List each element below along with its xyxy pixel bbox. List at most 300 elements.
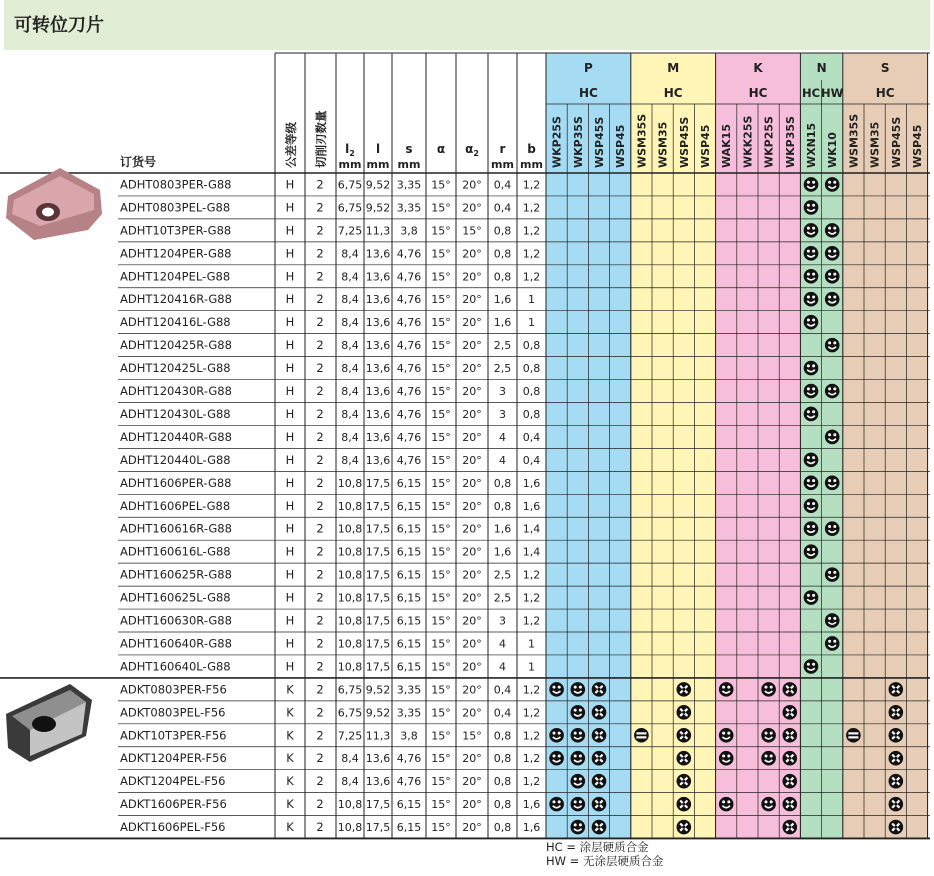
param-21-4: 20°: [462, 660, 482, 674]
grade-mark-26-1: [571, 774, 586, 789]
param-20-1: 17,5: [365, 637, 391, 651]
grade-mark-19-13: [825, 613, 840, 628]
mark-eye: [828, 571, 831, 574]
mark-core: [682, 734, 685, 737]
param-7-0: 8,4: [341, 339, 359, 353]
tolerance-0: H: [285, 177, 295, 192]
param-16-0: 10,8: [337, 545, 363, 559]
grade-mark-22-1: [571, 682, 586, 697]
param-2-6: 1,2: [522, 224, 541, 238]
grade-mark-17-13: [825, 567, 840, 582]
mark-eye: [807, 502, 810, 505]
mark-eye: [765, 686, 768, 689]
tolerance-2: H: [285, 223, 295, 238]
param-19-3: 15°: [431, 614, 451, 628]
order-code-16: ADHT160616L-G88: [120, 544, 231, 559]
param-4-5: 0,8: [493, 270, 512, 284]
mark-core: [894, 688, 897, 691]
group-sub-N-HC: HC: [801, 86, 821, 100]
mark-eye: [833, 387, 836, 390]
mark-eye: [807, 410, 810, 413]
header-param-2: s: [405, 142, 413, 156]
param-15-6: 1,4: [522, 522, 541, 536]
grade-mark-16-12: [804, 544, 819, 559]
param-24-4: 15°: [462, 729, 482, 743]
mark-eye: [812, 318, 815, 321]
param-27-2: 6,15: [396, 798, 422, 812]
param-0-1: 9,52: [365, 178, 391, 192]
param-18-5: 2,5: [493, 591, 512, 605]
grade-mark-25-0: [549, 751, 564, 766]
mark-disc: [804, 246, 819, 261]
mark-eye: [828, 617, 831, 620]
mark-disc: [549, 728, 564, 743]
param-7-3: 15°: [431, 339, 451, 353]
param-18-4: 20°: [462, 591, 482, 605]
order-code-1: ADHT0803PEL-G88: [120, 200, 231, 215]
mark-eye: [722, 755, 725, 758]
param-24-1: 11,3: [365, 729, 391, 743]
param-9-3: 15°: [431, 385, 451, 399]
grade-mark-27-0: [549, 797, 564, 812]
param-1-4: 20°: [462, 201, 482, 215]
param-1-5: 0,4: [493, 201, 512, 215]
grade-mark-22-10: [761, 682, 776, 697]
param-17-0: 10,8: [337, 568, 363, 582]
tolerance-9: H: [285, 384, 295, 399]
param-5-0: 8,4: [341, 293, 359, 307]
mark-eye: [807, 250, 810, 253]
param-27-5: 0,8: [493, 798, 512, 812]
param-22-3: 15°: [431, 683, 451, 697]
grade-mark-3-13: [825, 246, 840, 261]
header-unit-2: mm: [397, 158, 421, 171]
mark-eye: [553, 732, 556, 735]
mark-core: [682, 780, 685, 783]
param-14-4: 20°: [462, 499, 482, 513]
header-tolerance: 公差等级: [284, 122, 298, 168]
mark-disc: [825, 430, 840, 445]
mark-eye: [812, 204, 815, 207]
param-13-1: 17,5: [365, 476, 391, 490]
edges-15: 2: [316, 521, 324, 536]
grade-mark-24-6: [677, 728, 692, 743]
grade-mark-7-13: [825, 338, 840, 353]
insert-hole: [32, 716, 56, 732]
param-16-6: 1,4: [522, 545, 541, 559]
param-10-2: 4,76: [396, 407, 422, 421]
edges-3: 2: [316, 246, 324, 261]
order-code-11: ADHT120440R-G88: [120, 429, 232, 444]
param-14-1: 17,5: [365, 499, 391, 513]
mark-eye: [722, 800, 725, 803]
order-code-9: ADHT120430R-G88: [120, 384, 232, 399]
mark-disc: [571, 774, 586, 789]
mark-disc: [634, 728, 649, 743]
param-13-4: 20°: [462, 476, 482, 490]
grade-mark-1-12: [804, 200, 819, 215]
mark-eye: [574, 686, 577, 689]
tolerance-15: H: [285, 521, 295, 536]
mark-eye: [812, 227, 815, 230]
mark-bar: [848, 736, 858, 738]
param-8-3: 15°: [431, 362, 451, 376]
mark-disc: [761, 797, 776, 812]
grade-label-7: WSP45: [699, 124, 712, 168]
param-16-2: 6,15: [396, 545, 422, 559]
grade-mark-22-16: [889, 682, 904, 697]
mark-disc: [719, 682, 734, 697]
tolerance-20: H: [285, 636, 295, 651]
insert-photo-g88: [6, 168, 102, 240]
param-14-0: 10,8: [337, 499, 363, 513]
edges-0: 2: [316, 177, 324, 192]
tolerance-10: H: [285, 406, 295, 421]
order-code-21: ADHT160640L-G88: [120, 659, 231, 674]
param-13-2: 6,15: [396, 476, 422, 490]
param-4-6: 1,2: [522, 270, 541, 284]
param-1-3: 15°: [431, 201, 451, 215]
grade-mark-24-11: [783, 728, 798, 743]
edges-25: 2: [316, 751, 324, 766]
mark-eye: [812, 181, 815, 184]
mark-disc: [825, 292, 840, 307]
mark-disc: [825, 177, 840, 192]
param-3-3: 15°: [431, 247, 451, 261]
param-5-5: 1,6: [493, 293, 512, 307]
tolerance-3: H: [285, 246, 295, 261]
param-8-4: 20°: [462, 362, 482, 376]
mark-disc: [804, 590, 819, 605]
grade-mark-25-10: [761, 751, 776, 766]
mark-disc: [804, 521, 819, 536]
mark-eye: [722, 686, 725, 689]
mark-disc: [825, 613, 840, 628]
mark-disc: [804, 177, 819, 192]
param-18-6: 1,2: [522, 591, 541, 605]
grade-label-14: WSM35S: [847, 113, 861, 168]
mark-eye: [828, 250, 831, 253]
mark-core: [788, 688, 791, 691]
mark-disc: [571, 705, 586, 720]
param-24-0: 7,25: [337, 729, 363, 743]
param-9-2: 4,76: [396, 385, 422, 399]
param-23-4: 20°: [462, 706, 482, 720]
mark-eye: [579, 755, 582, 758]
group-label-M: M: [667, 61, 680, 75]
mark-eye: [828, 273, 831, 276]
param-4-4: 20°: [462, 270, 482, 284]
mark-core: [597, 688, 600, 691]
mark-disc: [719, 728, 734, 743]
header-param-sub-4: 2: [473, 149, 479, 158]
param-1-1: 9,52: [365, 201, 391, 215]
mark-eye: [727, 755, 730, 758]
mark-eye: [812, 273, 815, 276]
mark-eye: [765, 800, 768, 803]
mark-eye: [807, 364, 810, 367]
param-25-1: 13,6: [365, 752, 391, 766]
param-5-1: 13,6: [365, 293, 391, 307]
edges-22: 2: [316, 682, 324, 697]
grade-mark-25-11: [783, 751, 798, 766]
param-13-3: 15°: [431, 476, 451, 490]
order-code-4: ADHT1204PEL-G88: [120, 269, 231, 284]
param-15-0: 10,8: [337, 522, 363, 536]
tolerance-14: H: [285, 498, 295, 513]
order-code-6: ADHT120416L-G88: [120, 315, 231, 330]
mark-core: [788, 803, 791, 806]
param-0-5: 0,4: [493, 178, 512, 192]
mark-eye: [807, 387, 810, 390]
param-5-3: 15°: [431, 293, 451, 307]
mark-core: [894, 825, 897, 828]
param-23-1: 9,52: [365, 706, 391, 720]
tolerance-5: H: [285, 292, 295, 307]
param-28-3: 15°: [431, 821, 451, 835]
param-2-1: 11,3: [365, 224, 391, 238]
grade-mark-27-10: [761, 797, 776, 812]
mark-core: [597, 757, 600, 760]
grade-mark-26-6: [677, 774, 692, 789]
mark-eye: [558, 800, 561, 803]
param-15-5: 1,6: [493, 522, 512, 536]
grade-label-6: WSP45S: [677, 116, 691, 168]
mark-bar: [636, 736, 646, 738]
mark-eye: [807, 663, 810, 666]
param-3-4: 20°: [462, 247, 482, 261]
param-19-2: 6,15: [396, 614, 422, 628]
tolerance-1: H: [285, 200, 295, 215]
grade-mark-13-13: [825, 476, 840, 491]
mark-eye: [807, 227, 810, 230]
param-10-0: 8,4: [341, 407, 359, 421]
param-14-3: 15°: [431, 499, 451, 513]
grade-label-1: WKP35S: [571, 116, 585, 168]
param-14-5: 0,8: [493, 499, 512, 513]
param-6-1: 13,6: [365, 316, 391, 330]
param-27-4: 20°: [462, 798, 482, 812]
param-26-2: 4,76: [396, 775, 422, 789]
order-code-2: ADHT10T3PER-G88: [120, 223, 232, 238]
mark-disc: [761, 751, 776, 766]
param-21-3: 15°: [431, 660, 451, 674]
grade-mark-5-12: [804, 292, 819, 307]
mark-eye: [765, 755, 768, 758]
mark-disc: [804, 269, 819, 284]
param-22-5: 0,4: [493, 683, 512, 697]
param-6-0: 8,4: [341, 316, 359, 330]
mark-eye: [807, 204, 810, 207]
mark-eye: [765, 732, 768, 735]
mark-eye: [807, 525, 810, 528]
mark-core: [682, 825, 685, 828]
mark-disc: [825, 384, 840, 399]
param-23-5: 0,4: [493, 706, 512, 720]
grade-mark-27-11: [783, 797, 798, 812]
grade-mark-24-16: [889, 728, 904, 743]
mark-eye: [579, 800, 582, 803]
tolerance-22: K: [286, 682, 294, 697]
mark-eye: [807, 548, 810, 551]
edges-16: 2: [316, 544, 324, 559]
param-7-4: 20°: [462, 339, 482, 353]
param-15-1: 17,5: [365, 522, 391, 536]
mark-disc: [804, 453, 819, 468]
mark-eye: [812, 479, 815, 482]
group-sub-P: HC: [578, 86, 598, 100]
grade-mark-0-12: [804, 177, 819, 192]
grade-mark-27-6: [677, 797, 692, 812]
mark-eye: [727, 686, 730, 689]
grade-mark-2-12: [804, 223, 819, 238]
param-23-6: 1,2: [522, 706, 541, 720]
param-18-1: 17,5: [365, 591, 391, 605]
grade-mark-27-1: [571, 797, 586, 812]
mark-eye: [833, 273, 836, 276]
tolerance-23: K: [286, 705, 294, 720]
param-24-5: 0,8: [493, 729, 512, 743]
mark-eye: [722, 732, 725, 735]
grade-mark-3-12: [804, 246, 819, 261]
param-9-0: 8,4: [341, 385, 359, 399]
grade-mark-11-13: [825, 430, 840, 445]
group-sub-M: HC: [663, 86, 683, 100]
mark-core: [894, 711, 897, 714]
param-26-5: 0,8: [493, 775, 512, 789]
mark-eye: [579, 686, 582, 689]
mark-disc: [719, 797, 734, 812]
mark-disc: [846, 728, 861, 743]
mark-disc: [719, 751, 734, 766]
param-3-5: 0,8: [493, 247, 512, 261]
mark-eye: [812, 296, 815, 299]
param-21-2: 6,15: [396, 660, 422, 674]
param-9-1: 13,6: [365, 385, 391, 399]
group-label-S: S: [880, 61, 890, 75]
edges-17: 2: [316, 567, 324, 582]
edges-14: 2: [316, 498, 324, 513]
param-5-4: 20°: [462, 293, 482, 307]
edges-6: 2: [316, 315, 324, 330]
mark-core: [788, 734, 791, 737]
grade-mark-4-12: [804, 269, 819, 284]
edges-9: 2: [316, 384, 324, 399]
grade-mark-15-13: [825, 521, 840, 536]
order-code-5: ADHT120416R-G88: [120, 292, 232, 307]
param-0-4: 20°: [462, 178, 482, 192]
mark-eye: [833, 341, 836, 344]
edges-21: 2: [316, 659, 324, 674]
mark-disc: [804, 498, 819, 513]
param-13-0: 10,8: [337, 476, 363, 490]
grade-mark-26-2: [592, 774, 607, 789]
param-20-4: 20°: [462, 637, 482, 651]
order-code-10: ADHT120430L-G88: [120, 406, 231, 421]
mark-disc: [825, 223, 840, 238]
mark-eye: [812, 387, 815, 390]
param-10-5: 3: [499, 407, 506, 421]
order-code-8: ADHT120425L-G88: [120, 361, 231, 376]
header-unit-5: mm: [491, 158, 514, 171]
mark-disc: [825, 269, 840, 284]
param-12-1: 13,6: [365, 453, 391, 467]
param-28-0: 10,8: [337, 821, 363, 835]
page-title: 可转位刀片: [14, 15, 104, 36]
mark-disc: [571, 682, 586, 697]
grade-label-15: WSM35: [868, 121, 882, 168]
grade-mark-26-16: [889, 774, 904, 789]
param-28-6: 1,6: [522, 821, 541, 835]
param-20-5: 4: [499, 637, 506, 651]
param-12-3: 15°: [431, 453, 451, 467]
mark-disc: [549, 797, 564, 812]
param-20-2: 6,15: [396, 637, 422, 651]
mark-core: [597, 734, 600, 737]
mark-eye: [812, 594, 815, 597]
mark-disc: [804, 407, 819, 422]
param-25-4: 20°: [462, 752, 482, 766]
param-19-6: 1,2: [522, 614, 541, 628]
mark-eye: [807, 318, 810, 321]
edges-2: 2: [316, 223, 324, 238]
param-14-6: 1,6: [522, 499, 541, 513]
grade-mark-28-11: [783, 820, 798, 835]
param-7-1: 13,6: [365, 339, 391, 353]
param-1-0: 6,75: [337, 201, 363, 215]
param-5-6: 1: [528, 293, 535, 307]
mark-disc: [804, 292, 819, 307]
mark-core: [682, 711, 685, 714]
param-22-2: 3,35: [396, 683, 422, 697]
grade-mark-28-6: [677, 820, 692, 835]
edges-12: 2: [316, 452, 324, 467]
param-8-5: 2,5: [493, 362, 512, 376]
param-14-2: 6,15: [396, 499, 422, 513]
param-19-5: 3: [499, 614, 506, 628]
tolerance-16: H: [285, 544, 295, 559]
param-2-5: 0,8: [493, 224, 512, 238]
param-10-6: 0,8: [522, 407, 541, 421]
mark-eye: [558, 755, 561, 758]
mark-eye: [833, 250, 836, 253]
grade-mark-22-11: [783, 682, 798, 697]
grade-mark-28-2: [592, 820, 607, 835]
param-3-1: 13,6: [365, 247, 391, 261]
edges-26: 2: [316, 774, 324, 789]
mark-disc: [804, 659, 819, 674]
param-11-5: 4: [499, 430, 506, 444]
mark-eye: [807, 273, 810, 276]
grade-label-4: WSM35S: [635, 113, 649, 168]
mark-disc: [825, 636, 840, 651]
param-8-0: 8,4: [341, 362, 359, 376]
grade-mark-22-0: [549, 682, 564, 697]
param-17-2: 6,15: [396, 568, 422, 582]
header-unit-0: mm: [338, 158, 362, 171]
grade-mark-22-2: [592, 682, 607, 697]
header-param-0: $l_2$: [345, 142, 355, 158]
param-19-0: 10,8: [337, 614, 363, 628]
param-26-0: 8,4: [341, 775, 359, 789]
mark-core: [597, 780, 600, 783]
tolerance-11: H: [285, 429, 295, 444]
grade-mark-25-16: [889, 751, 904, 766]
grade-mark-23-11: [783, 705, 798, 720]
mark-eye: [833, 571, 836, 574]
grade-mark-21-12: [804, 659, 819, 674]
mark-core: [894, 803, 897, 806]
